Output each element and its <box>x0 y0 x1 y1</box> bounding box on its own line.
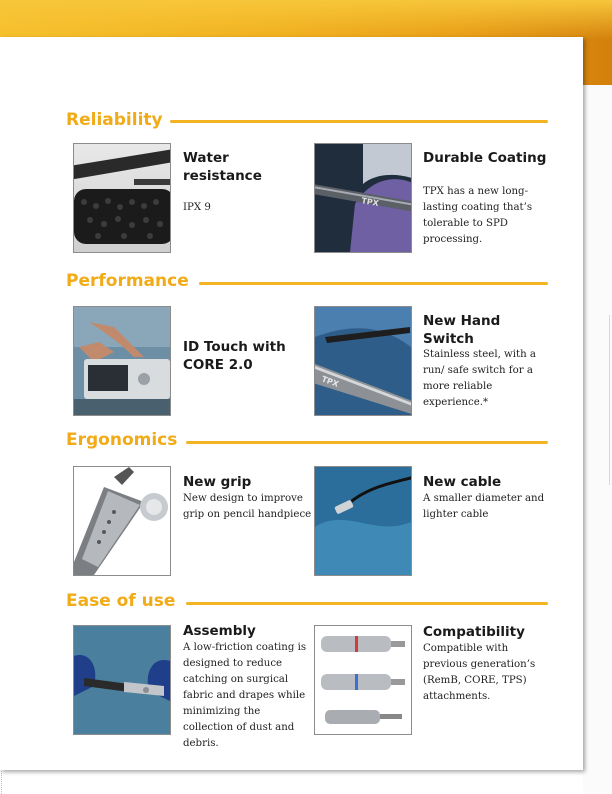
section-rule-ease-of-use <box>186 602 548 605</box>
new-cable-image <box>314 466 412 576</box>
section-title-ease-of-use: Ease of use <box>66 591 176 611</box>
id-touch-image <box>73 306 171 416</box>
section-rule-ergonomics <box>186 441 548 444</box>
console-unit-icon <box>74 307 170 415</box>
assembly-image <box>73 625 171 735</box>
compatibility-image <box>314 625 412 735</box>
assembly-heading: Assembly <box>183 623 256 639</box>
new-grip-text: New design to improve grip on pencil handpiece <box>183 493 312 520</box>
new-grip-heading: New grip <box>183 474 252 490</box>
cable-icon <box>315 467 411 575</box>
new-cable-heading: New cable <box>423 474 502 490</box>
durable-coating-heading: Durable Coating <box>423 150 547 166</box>
water-resistance-heading: Water resistance <box>183 150 262 184</box>
hand-switch-icon <box>315 307 411 415</box>
hand-switch-image <box>314 306 412 416</box>
section-title-ergonomics: Ergonomics <box>66 430 178 450</box>
section-title-reliability: Reliability <box>66 110 163 130</box>
pencil-handpiece-icon <box>74 467 170 575</box>
section-title-performance: Performance <box>66 271 189 291</box>
durable-coating-image <box>314 143 412 253</box>
durable-coating-text: TPX has a new long-lasting coating that’s tolerable to SPD processing. <box>423 186 533 245</box>
hand-switch-text: Stainless steel, with a run/ safe switch for a more reliable experience.* <box>423 349 537 408</box>
water-resistance-text: IPX 9 <box>183 202 211 213</box>
new-grip-image <box>73 466 171 576</box>
id-touch-heading: ID Touch with CORE 2.0 <box>183 339 286 373</box>
compatibility-text: Compatible with previous generation’s (RemB, CORE, TPS) attachments. <box>423 643 536 702</box>
section-rule-performance <box>199 282 548 285</box>
assembly-hands-icon <box>74 626 170 734</box>
new-cable-text: A smaller diameter and lighter cable <box>423 493 545 520</box>
gloved-hand-handpiece-icon <box>315 144 411 252</box>
handpiece-black-grip-icon <box>74 144 170 252</box>
compatibility-heading: Compatibility <box>423 624 525 640</box>
tpx-logo-text: TPX <box>360 196 380 209</box>
hand-switch-heading: New Hand Switch <box>423 313 501 347</box>
attachments-icon <box>315 626 411 734</box>
assembly-text: A low-friction coating is designed to reduce catching on surgical fabric and drapes while minimizing the collection of dust and debris. <box>183 642 307 749</box>
page-right-strip <box>583 85 612 794</box>
water-resistance-image <box>73 143 171 253</box>
tpx-logo-text-2: TPX <box>320 374 340 389</box>
section-rule-reliability <box>170 120 548 123</box>
